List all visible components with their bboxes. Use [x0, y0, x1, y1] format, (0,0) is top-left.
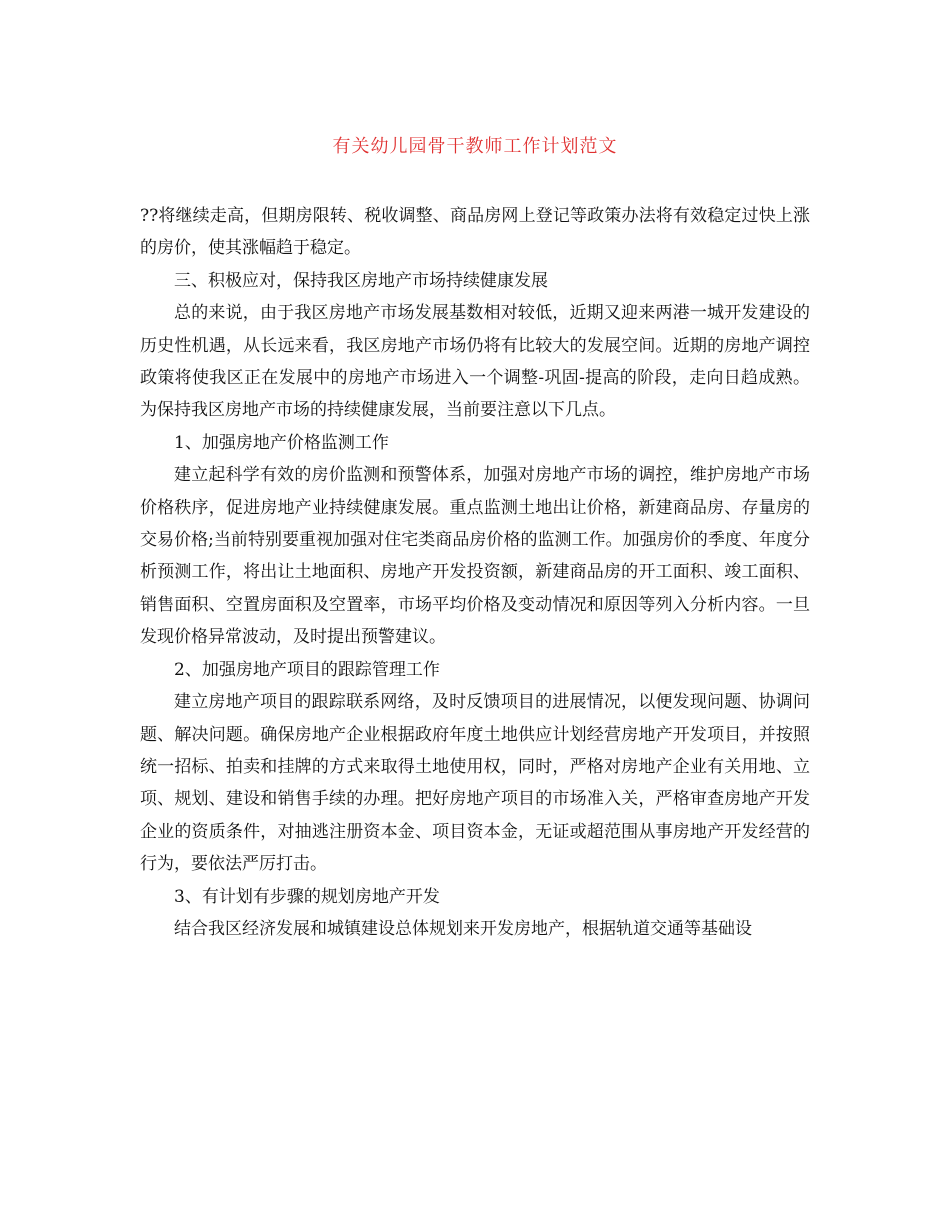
paragraph-overview: 总的来说，由于我区房地产市场发展基数相对较低，近期又迎来两港一城开发建设的历史性机遇，从长远来看，我区房地产市场仍将有比较大的发展空间。近期的房地产调控政策将使我区正在发展中的房地产市场进入一个调整-巩固-提高的阶段，走向日趋成熟。为保持我区房地产市场的持续健康发展，当前要注意以下几点。	[140, 303, 810, 421]
document-body	[140, 200, 810, 945]
document-title: 有关幼儿园骨干教师工作计划范文	[332, 136, 618, 157]
subheading-planned-development: 3、有计划有步骤的规划房地产开发	[174, 886, 440, 907]
paragraph-price-monitoring: 建立起科学有效的房价监测和预警体系，加强对房地产市场的调控，维护房地产市场价格秩序，促进房地产业持续健康发展。重点监测土地出让价格，新建商品房、存量房的交易价格;当前特别要重视加强对住宅类商品房价格的监测工作。加强房价的季度、年度分析预测工作，将出让土地面积、房地产开发投资额，新建商品房的开工面积、竣工面积、销售面积、空置房面积及空置率，市场平均价格及变动情况和原因等列入分析内容。一旦发现价格异常波动，及时提出预警建议。	[140, 465, 810, 648]
paragraph-planned-development: 结合我区经济发展和城镇建设总体规划来开发房地产，根据轨道交通等基础设	[174, 918, 752, 939]
section-heading-three: 三、积极应对，保持我区房地产市场持续健康发展	[174, 270, 548, 291]
paragraph-intro-continuation: ??将继续走高，但期房限转、税收调整、商品房网上登记等政策办法将有效稳定过快上涨的房价，使其涨幅趋于稳定。	[140, 206, 810, 259]
subheading-price-monitoring: 1、加强房地产价格监测工作	[174, 432, 389, 453]
paragraph-project-tracking: 建立房地产项目的跟踪联系网络，及时反馈项目的进展情况，以便发现问题、协调问题、解决问题。确保房地产企业根据政府年度土地供应计划经营房地产开发项目，并按照统一招标、拍卖和挂牌的方式来取得土地使用权，同时，严格对房地产企业有关用地、立项、规划、建设和销售手续的办理。把好房地产项目的市场准入关，严格审查房地产开发企业的资质条件，对抽逃注册资本金、项目资本金，无证或超范围从事房地产开发经营的行为，要依法严厉打击。	[140, 692, 810, 875]
subheading-project-tracking: 2、加强房地产项目的跟踪管理工作	[174, 659, 440, 680]
